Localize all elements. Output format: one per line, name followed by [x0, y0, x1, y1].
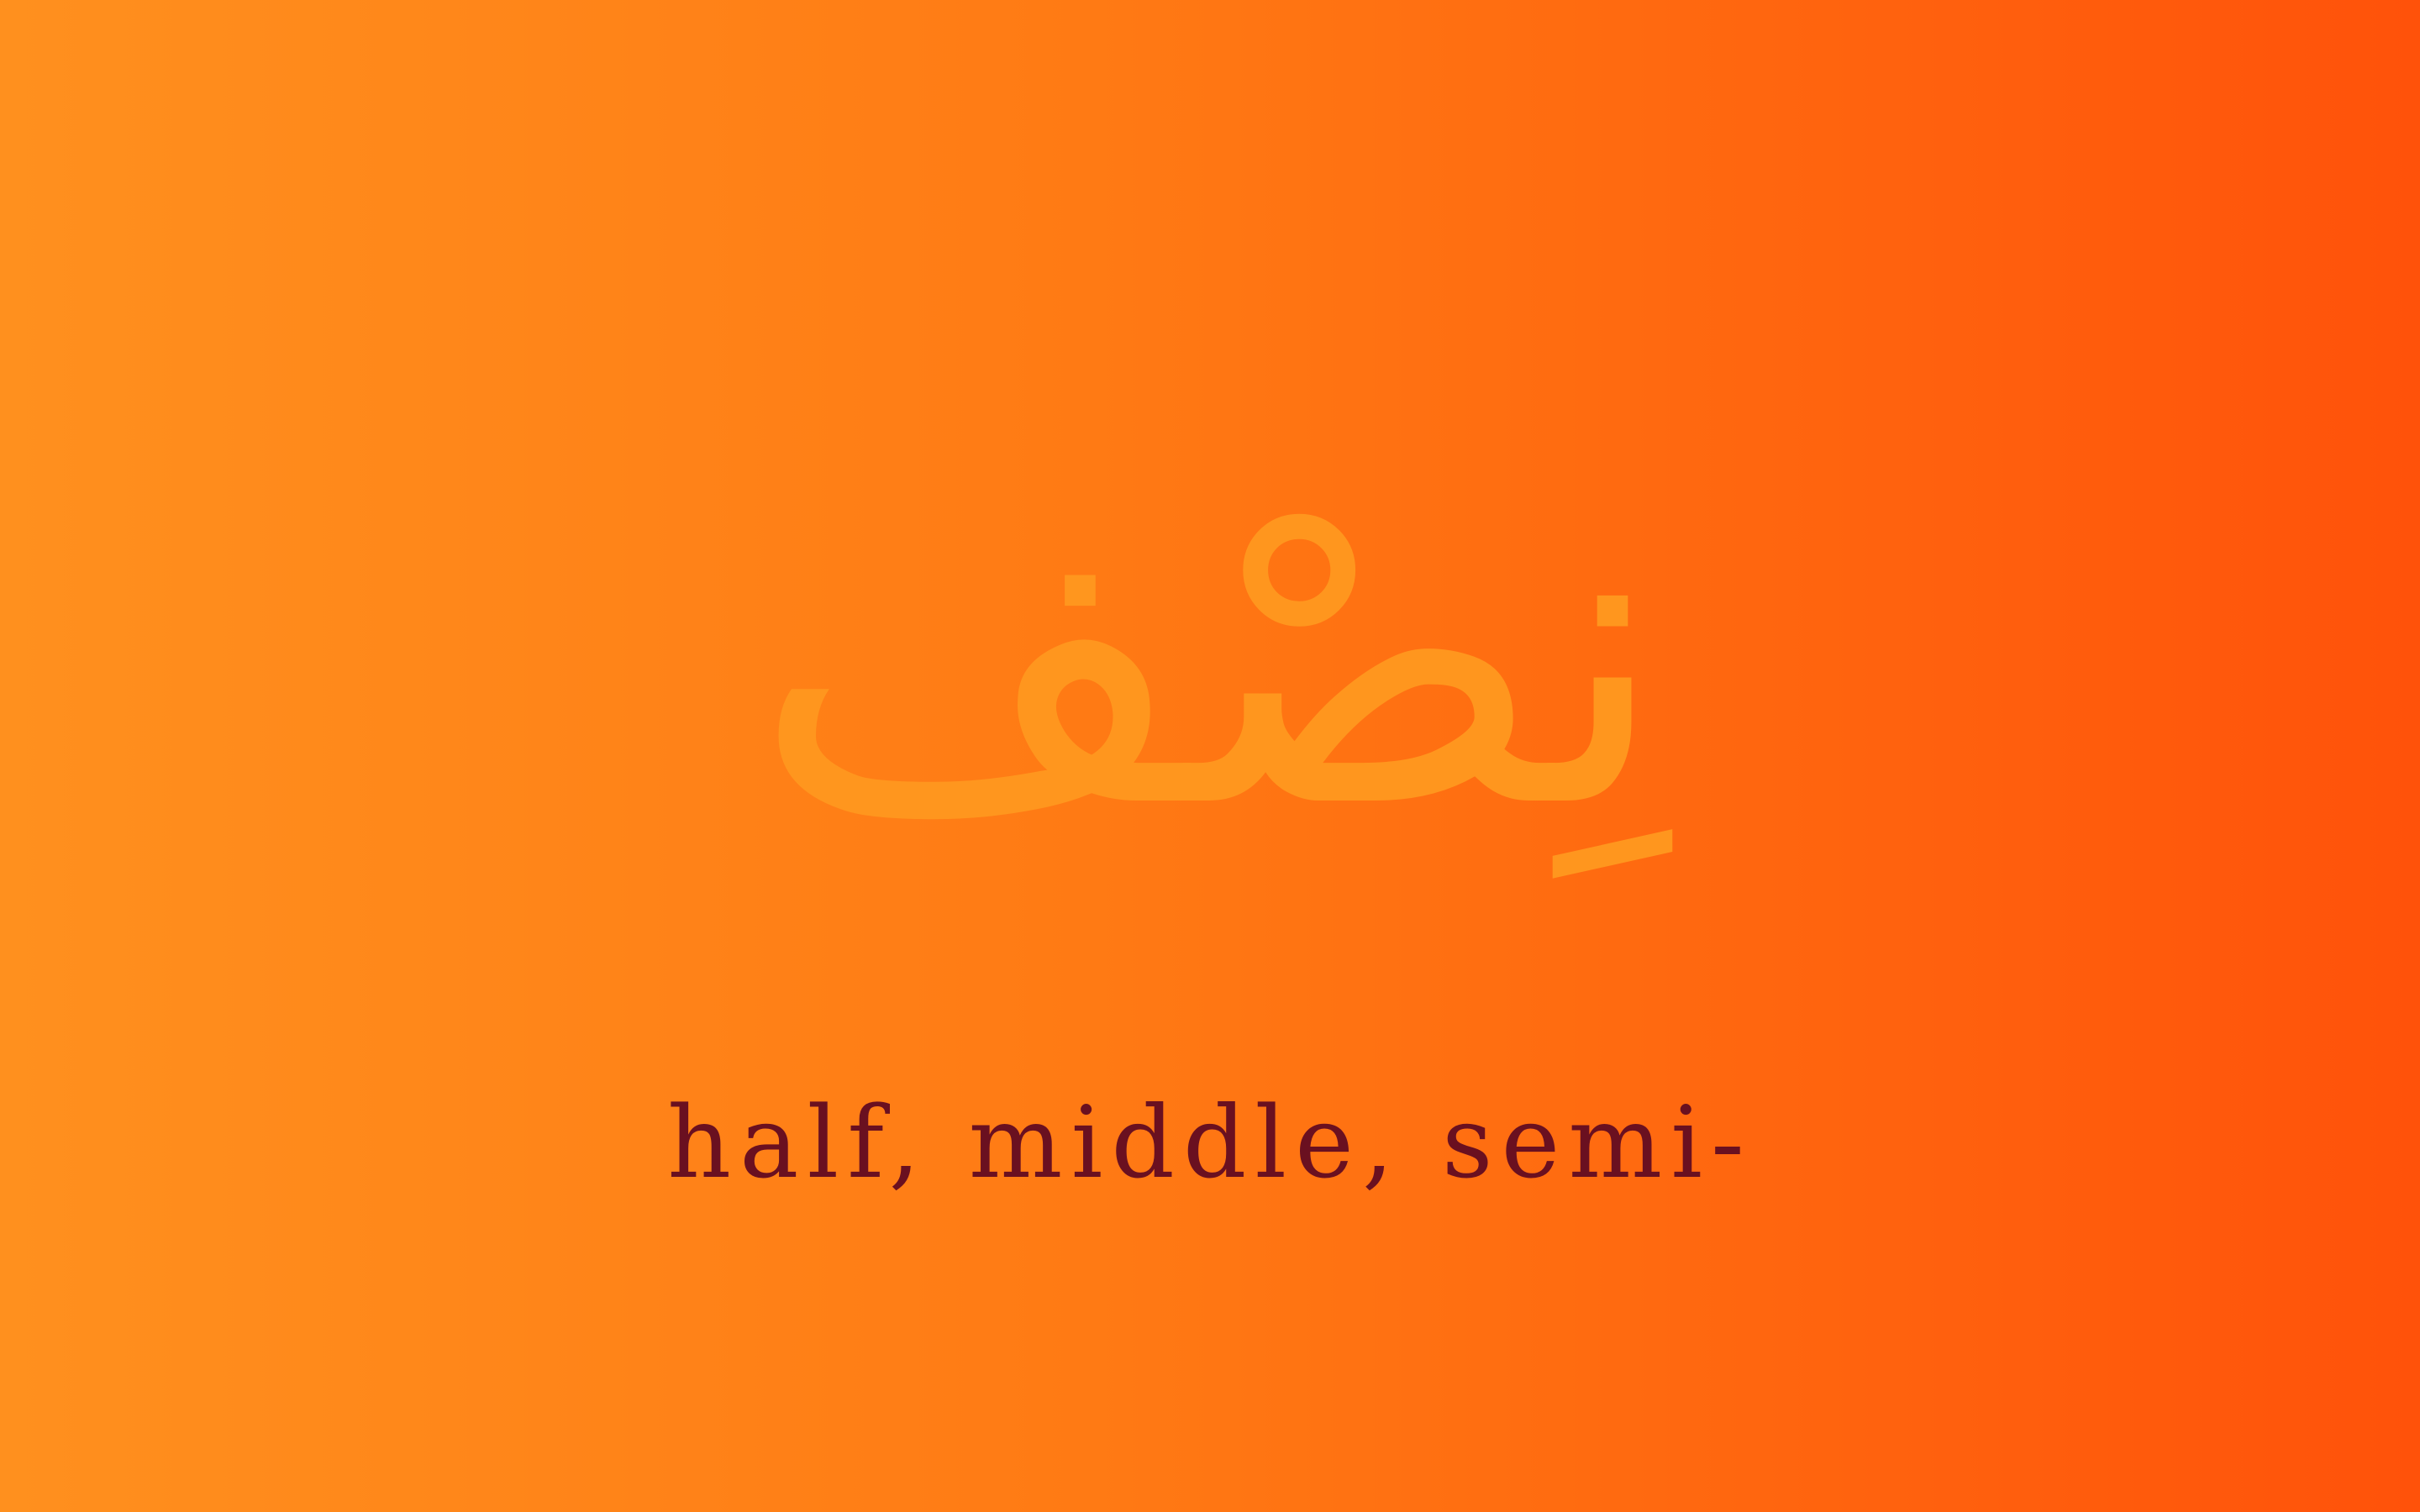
english-translation: half, middle, semi- [667, 1084, 1753, 1200]
arabic-word: نِصْف [751, 411, 1669, 900]
